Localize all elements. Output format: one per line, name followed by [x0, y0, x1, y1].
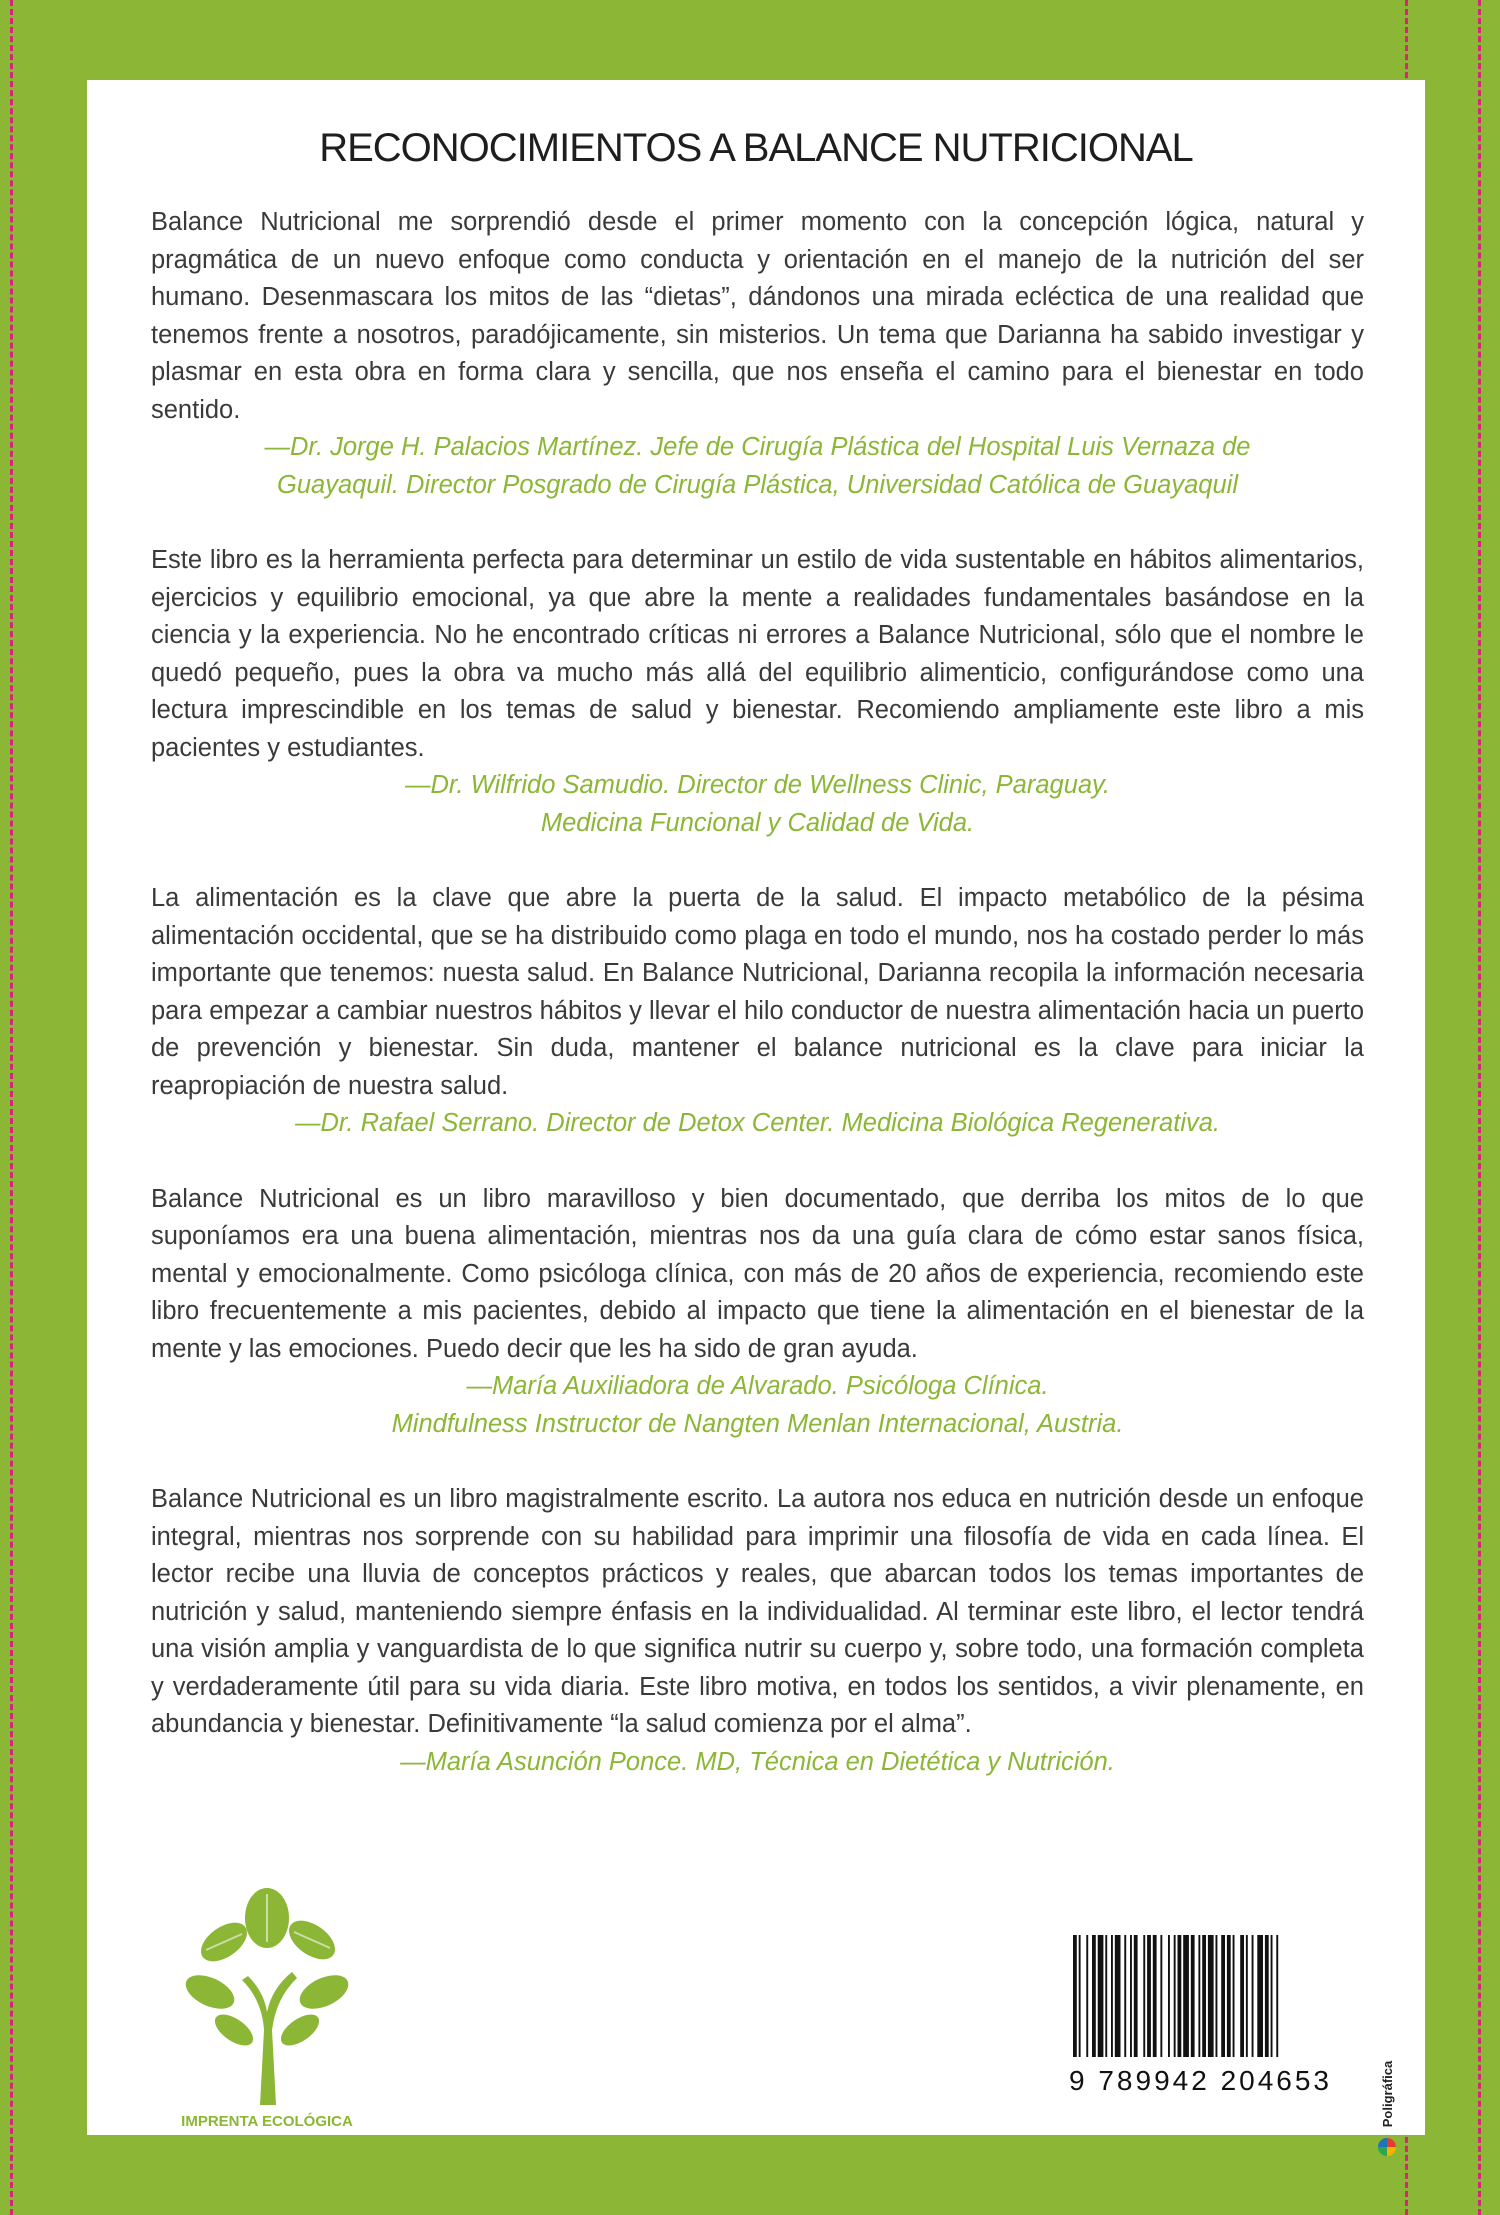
testimonial-attribution: Mindfulness Instructor de Nangten Menlan Internacional, Austria.	[391, 1409, 1124, 1438]
testimonial-attribution: —Dr. Rafael Serrano. Director de Detox Center. Medicina Biológica Regenerativa.	[294, 1109, 1221, 1137]
testimonial-attribution: —María Asunción Ponce. MD, Técnica en Dietética y Nutrición.	[400, 1747, 1115, 1776]
cut-line-right-outer	[1478, 0, 1481, 2215]
testimonial-attribution: —Dr. Jorge H. Palacios Martínez. Jefe de Cirugía Plástica del Hospital Luis Vernaza de	[264, 433, 1251, 461]
testimonial-text: Este libro es la herramienta perfecta para determinar un estilo de vida sustentable en hábitos alimentarios, ejercicios y equilibrio emocional, ya que abre la mente a realidades fundamentales basándose en la ciencia y la experiencia. No he encontrado críticas ni errores a Balance Nutricional, sólo que el nombre le quedó pequeño, pues la obra va mucho más allá del equilibrio alimenticio, configurándose como una lectura imprescindible en los temas de salud y bienestar. Recomiendo ampliamente este libro a mis pacientes y estudiantes.	[151, 546, 1364, 762]
back-cover-panel	[87, 80, 1425, 2135]
testimonial-text: Balance Nutricional es un libro maravilloso y bien documentado, que derriba los mitos de lo que suponíamos era una buena alimentación, mientras nos da una guía clara de cómo estar sanos física, mental y emocionalmente. Como psicóloga clínica, con más de 20 años de experiencia, recomiendo este libro frecuentemente a mis pacientes, debido al impacto que tiene la alimentación en el bienestar de la mente y las emociones. Puedo decir que les ha sido de gran ayuda.	[151, 1184, 1364, 1363]
imprenta-ecologica-logo	[172, 1880, 362, 2140]
testimonial-text: La alimentación es la clave que abre la puerta de la salud. El impacto metabólico de la pésima alimentación occidental, que se ha distribuido como plaga en todo el mundo, nos ha costado perder lo más importante que tenemos: nuesta salud. En Balance Nutricional, Darianna recopila la información necesaria para empezar a cambiar nuestros hábitos y llevar el hilo conductor de nuestra alimentación hacia un puerto de prevención y bienestar. Sin duda, mantener el balance nutricional es la clave para iniciar la reapropiación de nuestra salud.	[151, 884, 1364, 1100]
tree-icon	[172, 1880, 362, 2105]
cut-line-left	[10, 0, 13, 2215]
testimonial-attribution: Guayaquil. Director Posgrado de Cirugía Plástica, Universidad Católica de Guayaquil	[277, 470, 1238, 499]
testimonial-text: Balance Nutricional es un libro magistralmente escrito. La autora nos educa en nutrición desde un enfoque integral, mientras nos sorprende con su habilidad para imprimir una filosofía de vida en cada línea. El lector recibe una lluvia de conceptos prácticos y reales, que abarcan todos los temas importantes de nutrición y salud, manteniendo siempre énfasis en la individualidad. Al terminar este libro, el lector tendrá una visión amplia y vanguardista de lo que significa nutrir su cuerpo y, sobre todo, una formación completa y verdaderamente útil para su vida diaria. Este libro motiva, en todos los sentidos, a vivir plenamente, en abundancia y bienestar. Definitivamente “la salud comienza por el alma”.	[151, 1485, 1364, 1738]
testimonials	[151, 204, 1364, 1781]
logo-label: IMPRENTA ECOLÓGICA	[181, 2113, 353, 2130]
barcode-icon	[1069, 1935, 1339, 2060]
poligrafica-logo-icon	[1378, 2138, 1396, 2156]
page-title: RECONOCIMIENTOS A BALANCE NUTRICIONAL	[319, 126, 1193, 170]
isbn-barcode	[1069, 1935, 1339, 2105]
testimonial-attribution: —Dr. Wilfrido Samudio. Director de Wellness Clinic, Paraguay.	[404, 771, 1111, 799]
printer-mark	[1369, 2040, 1409, 2165]
testimonial-text: Balance Nutricional me sorprendió desde el primer momento con la concepción lógica, natural y pragmática de un nuevo enfoque como conducta y orientación en el manejo de la nutrición del ser humano. Desenmascara los mitos de las “dietas”, dándonos una mirada ecléctica de una realidad que tenemos frente a nosotros, paradójicamente, sin misterios. Un tema que Darianna ha sabido investigar y plasmar en esta obra en forma clara y sencilla, que nos enseña el camino para el bienestar en todo sentido.	[151, 208, 1364, 424]
testimonial-attribution: —María Auxiliadora de Alvarado. Psicóloga Clínica.	[466, 1372, 1049, 1400]
testimonial-attribution: Medicina Funcional y Calidad de Vida.	[540, 808, 975, 837]
barcode-digits: 9 789942 204653	[1069, 2065, 1332, 2096]
printer-label: Poligráfica	[1380, 2060, 1395, 2128]
